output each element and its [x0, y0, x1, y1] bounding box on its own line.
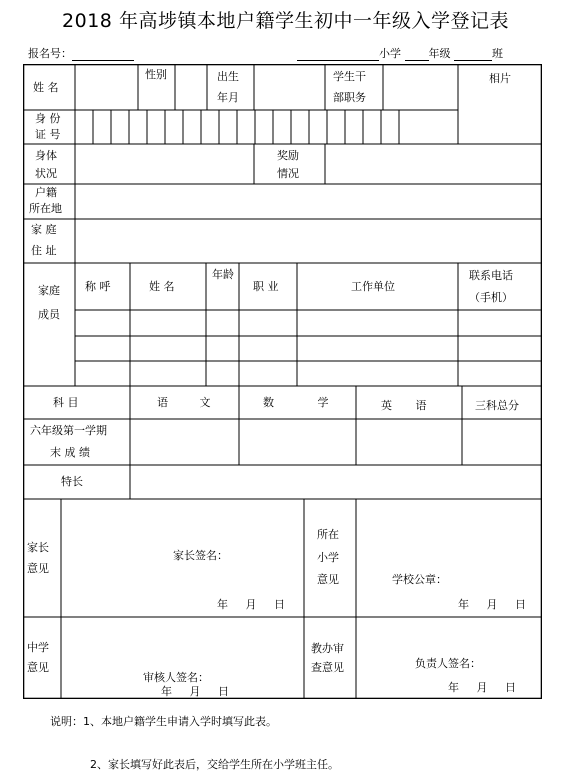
parent-sign-label: 家长签名：: [173, 549, 228, 562]
person-sign-date: 年 月 日: [448, 681, 516, 694]
subject-total: 三科总分: [475, 399, 519, 412]
family-col-relation: 称 呼: [85, 280, 111, 293]
health-label-line1: 身体: [35, 149, 57, 162]
id-label-line2: 证 号: [35, 128, 61, 141]
birth-label-line1: 出生: [217, 70, 239, 83]
photo-label: 相片: [489, 72, 511, 85]
household-label-line1: 户籍: [35, 186, 57, 199]
note-1: 说明：1、本地户籍学生申请入学时填写此表。: [50, 715, 277, 728]
address-label-line1: 家 庭: [31, 223, 57, 236]
award-label-line1: 奖励: [277, 149, 299, 162]
family-col-name: 姓 名: [149, 280, 175, 293]
school-blank[interactable]: [297, 48, 379, 61]
school-opinion-line2: 小学: [317, 551, 339, 564]
class-suffix: 班: [492, 47, 503, 60]
grade-blank[interactable]: [405, 48, 429, 61]
term-label-line1: 六年级第一学期: [30, 424, 107, 437]
birth-label-line2: 年月: [217, 91, 239, 104]
reviewer-sign-label: 审核人签名：: [143, 671, 209, 684]
family-col-workplace: 工作单位: [351, 280, 395, 293]
school-suffix: 小学: [379, 47, 401, 60]
cadre-label-line2: 部职务: [333, 91, 366, 104]
registration-line: [0, 45, 571, 63]
talent-label: 特长: [61, 475, 83, 488]
parent-opinion-line2: 意见: [27, 562, 49, 575]
household-label-line2: 所在地: [29, 202, 62, 215]
registration-number: [28, 45, 134, 61]
class-blank[interactable]: [454, 48, 492, 61]
family-col-mobile: （手机）: [469, 291, 513, 304]
parent-opinion-line1: 家长: [27, 541, 49, 554]
reviewer-sign-date: 年 月 日: [161, 685, 229, 698]
subject-label: 科 目: [53, 396, 79, 409]
subject-chinese: 语 文: [157, 396, 225, 409]
family-section-label: 家庭成员: [38, 284, 60, 321]
registration-form-table: [23, 64, 542, 699]
school-opinion-line3: 意见: [317, 573, 339, 586]
health-label-line2: 状况: [35, 167, 57, 180]
id-label-line1: 身 份: [35, 112, 61, 125]
note-2: 2、家长填写好此表后，交给学生所在小学班主任。: [90, 758, 339, 771]
family-col-age: 年龄: [212, 268, 234, 281]
school-opinion-line1: 所在: [317, 528, 339, 541]
school-class-line: [297, 45, 503, 61]
middle-opinion-line2: 意见: [27, 661, 49, 674]
registration-number-blank[interactable]: [72, 48, 134, 61]
address-label-line2: 住 址: [31, 244, 57, 257]
sex-label: 性别: [145, 68, 167, 81]
family-col-job: 职 业: [253, 280, 279, 293]
term-label-line2: 末 成 绩: [50, 446, 90, 459]
family-col-phone: 联系电话: [469, 269, 513, 282]
edu-office-line1: 教办审: [311, 642, 344, 655]
award-label-line2: 情况: [277, 167, 299, 180]
school-seal-date: 年 月 日: [458, 598, 526, 611]
registration-number-label: 报名号：: [28, 47, 72, 60]
subject-math: 数 学: [263, 396, 349, 409]
form-title: 2018 年高埗镇本地户籍学生初中一年级入学登记表: [62, 10, 509, 32]
grade-suffix: 年级: [428, 47, 451, 60]
subject-english: 英 语: [381, 399, 437, 412]
parent-sign-date: 年 月 日: [217, 598, 285, 611]
cadre-label-line1: 学生干: [333, 70, 366, 83]
middle-opinion-line1: 中学: [27, 641, 49, 654]
name-label: 姓 名: [33, 81, 59, 94]
person-sign-label: 负责人签名：: [415, 657, 481, 670]
edu-office-line2: 查意见: [311, 661, 344, 674]
school-seal-label: 学校公章：: [392, 573, 447, 586]
